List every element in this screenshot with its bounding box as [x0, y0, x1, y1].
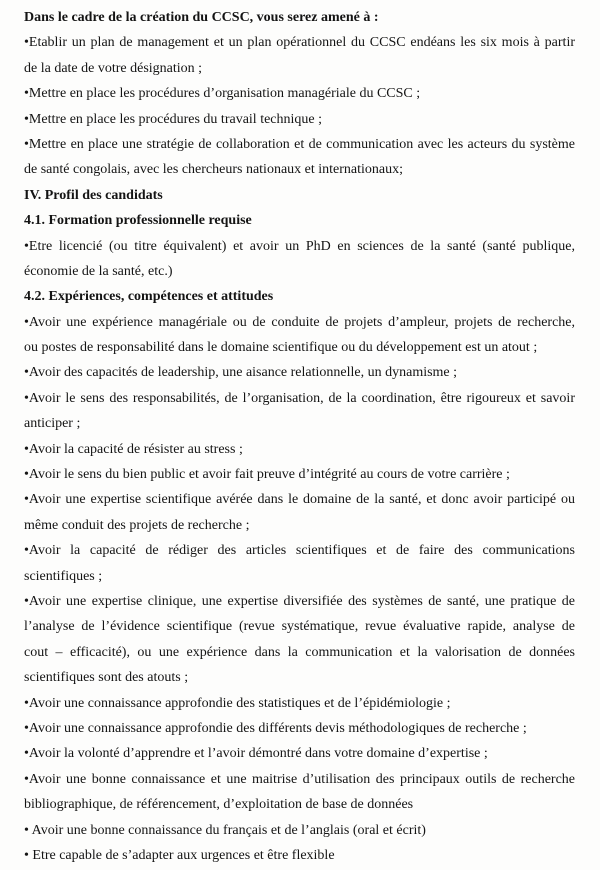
- text-line: de la date de votre désignation ;: [24, 60, 203, 76]
- text-line: •Avoir une connaissance approfondie des statistiques et de l’épidémiologie ;: [24, 695, 451, 711]
- text-line: •Avoir la capacité de rédiger des articles scientifiques et de faire des communications: [24, 543, 575, 559]
- text-line: •Avoir une expertise clinique, une expertise diversifiée des systèmes de santé, une pratique de: [24, 593, 575, 609]
- text-line: économie de la santé, etc.): [24, 263, 173, 279]
- text-line: •Avoir une connaissance approfondie des différents devis méthodologiques de recherche ;: [24, 720, 527, 736]
- heading-line: 4.2. Expériences, compétences et attitudes: [24, 289, 274, 305]
- text-line: cout – efficacité), ou une expérience dans la communication et la valorisation de données: [24, 644, 575, 660]
- text-line: •Avoir la capacité de résister au stress ;: [24, 441, 243, 457]
- text-line: bibliographique, de référencement, d’exploitation de base de données: [24, 797, 414, 813]
- text-line: •Mettre en place les procédures d’organisation managériale du CCSC ;: [24, 86, 421, 102]
- text-line: •Avoir une expertise scientifique avérée dans le domaine de la santé, et donc avoir participé ou: [24, 492, 575, 508]
- text-line: ou postes de responsabilité dans le domaine scientifique ou du développement est un atout ;: [24, 340, 538, 356]
- text-line: de santé congolais, avec les chercheurs nationaux et internationaux;: [24, 162, 404, 178]
- heading-line: Dans le cadre de la création du CCSC, vous serez amené à :: [24, 10, 379, 25]
- text-line: •Avoir une bonne connaissance et une maitrise d’utilisation des principaux outils de recherche: [24, 771, 575, 787]
- text-line: •Avoir des capacités de leadership, une aisance relationnelle, un dynamisme ;: [24, 365, 458, 381]
- text-line: •Avoir le sens du bien public et avoir fait preuve d’intégrité au cours de votre carrière ;: [24, 467, 510, 483]
- text-line: •Etre licencié (ou titre équivalent) et avoir un PhD en sciences de la santé (santé publique,: [24, 238, 575, 254]
- heading-line: 4.1. Formation professionnelle requise: [24, 213, 252, 229]
- text-line: •Avoir la volonté d’apprendre et l’avoir démontré dans votre domaine d’expertise ;: [24, 746, 488, 762]
- text-line: •Mettre en place les procédures du travail technique ;: [24, 111, 322, 127]
- text-line: •Avoir le sens des responsabilités, de l’organisation, de la coordination, être rigoureux et savoir: [24, 390, 575, 406]
- text-line: même conduit des projets de recherche ;: [24, 517, 250, 533]
- text-line: •Etablir un plan de management et un plan opérationnel du CCSC endéans les six mois à partir: [24, 35, 575, 51]
- text-line: scientifiques sont des atouts ;: [24, 670, 189, 686]
- document-body: [24, 5, 575, 868]
- text-line: • Etre capable de s’adapter aux urgences et être flexible: [24, 847, 335, 863]
- text-line: anticiper ;: [24, 416, 81, 432]
- text-line: •Avoir une expérience managériale ou de conduite de projets d’ampleur, projets de recherche,: [24, 314, 575, 330]
- text-line: scientifiques ;: [24, 568, 103, 584]
- heading-line: IV. Profil des candidats: [24, 187, 163, 203]
- text-line: l’analyse de l’évidence scientifique (revue systématique, revue évaluative rapide, analyse de: [24, 619, 575, 635]
- text-line: • Avoir une bonne connaissance du français et de l’anglais (oral et écrit): [24, 822, 426, 838]
- text-line: •Mettre en place une stratégie de collaboration et de communication avec les acteurs du système: [24, 136, 575, 152]
